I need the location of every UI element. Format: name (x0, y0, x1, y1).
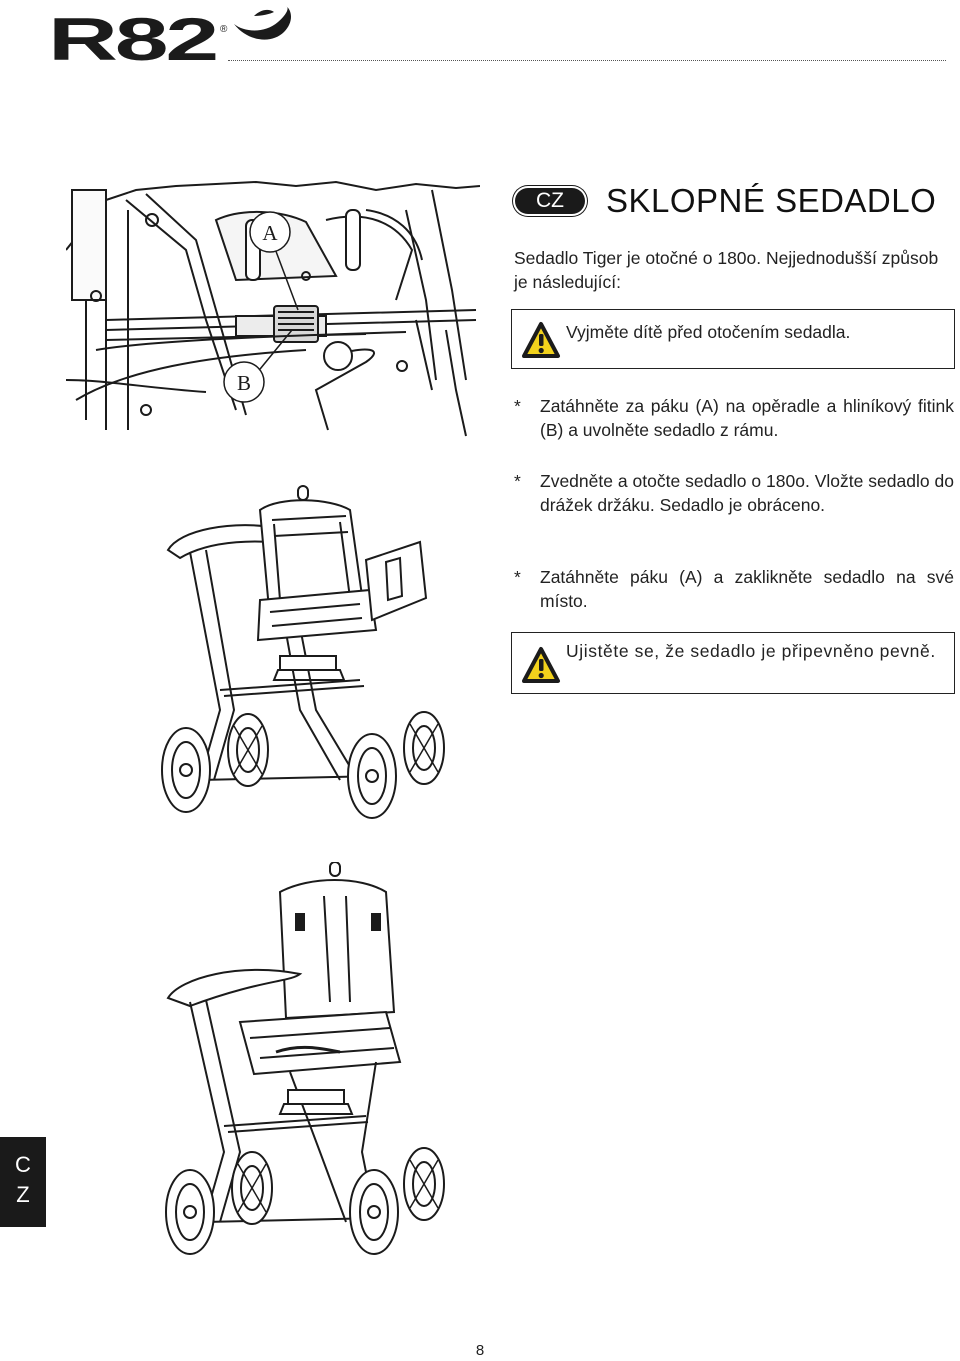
section-title: SKLOPNÉ SEDADLO (606, 182, 937, 219)
brand-wordmark: R82 (48, 6, 216, 68)
step-text: Zatáhněte za páku (A) na opěradle a hliníkový fitink (B) a uvolněte sedadlo z rámu. (540, 396, 954, 440)
warning-box-remove-child (511, 309, 955, 369)
step-item (514, 469, 954, 517)
label-b: B (236, 371, 252, 395)
step-bullet: * (514, 396, 521, 416)
label-a: A (262, 221, 278, 245)
warning-text: Vyjměte dítě před otočením sedadla. (566, 322, 851, 342)
language-side-tab (0, 1137, 46, 1227)
step-item (514, 394, 954, 442)
wheel-rear-right (348, 734, 396, 818)
seat-release-mechanism-illustration (66, 180, 480, 438)
step-bullet: * (514, 471, 521, 491)
wheel-front-left (232, 1152, 272, 1224)
step-item (514, 565, 954, 613)
wheel-rear-right (350, 1170, 398, 1254)
side-tab-letter: Z (16, 1182, 30, 1207)
warning-text: Ujistěte se, že sedadlo je připevněno pevně. (566, 641, 936, 661)
step-text: Zatáhněte páku (A) a zaklikněte sedadlo na své místo. (540, 567, 954, 611)
side-tab-letter: C (15, 1152, 31, 1177)
wheel-rear-left (166, 1170, 214, 1254)
step-text: Zvedněte a otočte sedadlo o 180o. Vložte sedadlo do drážek držáku. Sedadlo je obráceno. (540, 471, 954, 515)
wheel-front-right (404, 712, 444, 784)
warning-box-seat-secured (511, 632, 955, 694)
warning-triangle-icon (518, 645, 564, 685)
wheel-rear-left (162, 728, 210, 812)
language-badge: CZ (513, 186, 587, 216)
header-dotted-rule (228, 60, 946, 61)
stroller-seat-rotating-illustration (150, 480, 460, 830)
step-bullet: * (514, 567, 521, 587)
intro-text: Sedadlo Tiger je otočné o 180o. Nejjednodušší způsob je následující: (514, 248, 939, 292)
wheel-front-right (404, 1148, 444, 1220)
stroller-seat-reversed-illustration (150, 862, 460, 1262)
page-number: 8 (475, 1342, 485, 1359)
wheel-front-left (228, 714, 268, 786)
warning-triangle-icon (518, 320, 564, 360)
r82-logo (48, 2, 298, 68)
registered-mark: ® (220, 24, 228, 35)
